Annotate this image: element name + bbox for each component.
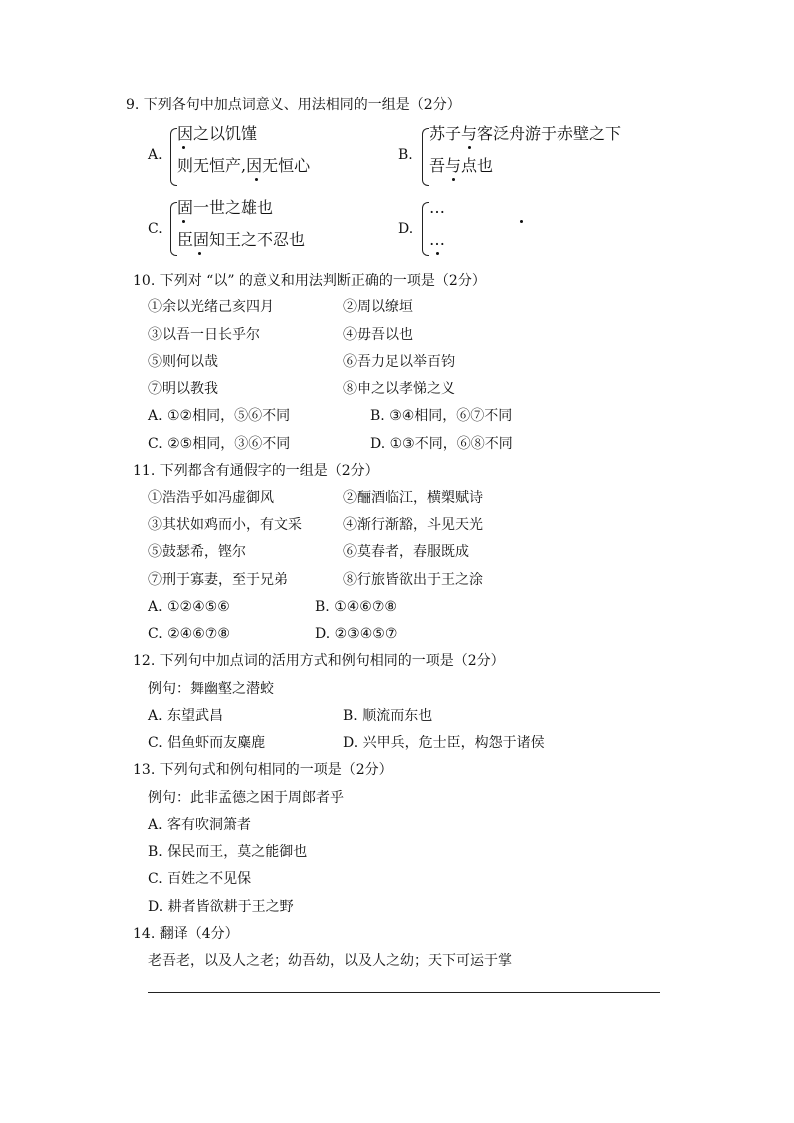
q13-option-c: C. 百姓之不见保: [148, 871, 252, 887]
q10-option-a: A. ①②相同，⑤⑥不同: [148, 408, 291, 424]
q11-option-d: D. ②③④⑤⑦: [315, 626, 398, 642]
emphasis-dot: [198, 252, 201, 255]
emphasis-dot: [255, 178, 258, 181]
q10-item-2: ②周以缭垣: [343, 299, 413, 315]
q9-option-a-line2: 则无恒产,因无恒心: [177, 156, 311, 175]
q9-option-a-label: A.: [148, 147, 163, 163]
q12-option-d: D. 兴甲兵，危士臣，构怨于诸侯: [343, 735, 545, 751]
q11-item-3: ③其状如鸡而小，有文采: [148, 517, 302, 533]
q9-option-d-line1: …: [429, 198, 445, 217]
q12-option-a: A. 东望武昌: [148, 708, 224, 724]
q9-option-c-brace: [170, 202, 177, 256]
q11-option-c: C. ②④⑥⑦⑧: [148, 626, 230, 642]
q13-option-b: B. 保民而王，莫之能御也: [148, 844, 308, 860]
emphasis-dot: [520, 220, 523, 223]
q11-item-7: ⑦刑于寡妻，至于兄弟: [148, 572, 288, 588]
q13-option-a: A. 客有吹洞箫者: [148, 817, 252, 833]
q9-option-d-label: D.: [398, 221, 414, 237]
q10-stem: 10. 下列对 “以” 的意义和用法判断正确的一项是（2分）: [133, 273, 486, 289]
answer-line[interactable]: [148, 992, 660, 993]
q11-item-8: ⑧行旅皆欲出于王之涂: [343, 572, 483, 588]
q14-text: 老吾老，以及人之老；幼吾幼，以及人之幼；天下可运于掌: [148, 953, 512, 969]
q9-option-c-line2: 臣固知王之不忍也: [177, 230, 306, 249]
q11-item-2: ②酾酒临江，横槊赋诗: [343, 490, 483, 506]
q10-item-4: ④毋吾以也: [343, 327, 413, 343]
q11-option-a: A. ①②④⑤⑥: [148, 599, 230, 615]
q9-stem: 9. 下列各句中加点词意义、用法相同的一组是（2分）: [126, 97, 461, 113]
q9-option-a-line1: 因之以饥馑: [177, 124, 258, 143]
q11-item-1: ①浩浩乎如冯虚御风: [148, 490, 274, 506]
q13-stem: 13. 下列句式和例句相同的一项是（2分）: [133, 762, 393, 778]
q9-option-c-line1: 固一世之雄也: [177, 198, 274, 217]
q11-item-6: ⑥莫春者，春服既成: [343, 544, 469, 560]
emphasis-dot: [182, 146, 185, 149]
q13-option-d: D. 耕者皆欲耕于王之野: [148, 899, 294, 915]
q9-option-a-brace: [170, 128, 177, 186]
q12-option-c: C. 侣鱼虾而友麋鹿: [148, 735, 266, 751]
q11-stem: 11. 下列都含有通假字的一组是（2分）: [133, 463, 379, 479]
q10-item-8: ⑧申之以孝悌之义: [343, 381, 455, 397]
q9-option-d-brace: [422, 202, 429, 256]
emphasis-dot: [182, 220, 185, 223]
q10-option-d: D. ①③不同，⑥⑧不同: [370, 436, 513, 452]
q10-option-b: B. ③④相同，⑥⑦不同: [370, 408, 513, 424]
q10-item-3: ③以吾一日长乎尔: [148, 327, 260, 343]
q10-item-7: ⑦明以教我: [148, 381, 218, 397]
q11-item-4: ④渐行渐豁，斗见天光: [343, 517, 483, 533]
q10-item-1: ①余以光绪己亥四月: [148, 299, 274, 315]
q12-example: 例句：舞幽壑之潜蛟: [148, 681, 274, 697]
q14-stem: 14. 翻译（4分）: [133, 926, 239, 942]
q11-item-5: ⑤鼓瑟希，铿尔: [148, 544, 246, 560]
q9-option-b-line2: 吾与点也: [429, 156, 494, 175]
q12-stem: 12. 下列句中加点词的活用方式和例句相同的一项是（2分）: [133, 653, 505, 669]
q10-item-5: ⑤则何以哉: [148, 354, 218, 370]
emphasis-dot: [468, 146, 471, 149]
q9-option-b-brace: [422, 128, 429, 186]
emphasis-dot: [452, 178, 455, 181]
q9-option-b-line1: 苏子与客泛舟游于赤壁之下: [429, 124, 622, 143]
q9-option-c-label: C.: [148, 221, 163, 237]
q10-item-6: ⑥吾力足以举百钧: [343, 354, 455, 370]
q9-option-b-label: B.: [398, 147, 413, 163]
q10-option-c: C. ②⑤相同，③⑥不同: [148, 436, 291, 452]
q12-option-b: B. 顺流而东也: [343, 708, 433, 724]
q9-option-d-line2: …: [429, 230, 445, 249]
q13-example: 例句：此非孟德之困于周郎者乎: [148, 790, 344, 806]
q11-option-b: B. ①④⑥⑦⑧: [315, 599, 397, 615]
emphasis-dot: [436, 252, 439, 255]
